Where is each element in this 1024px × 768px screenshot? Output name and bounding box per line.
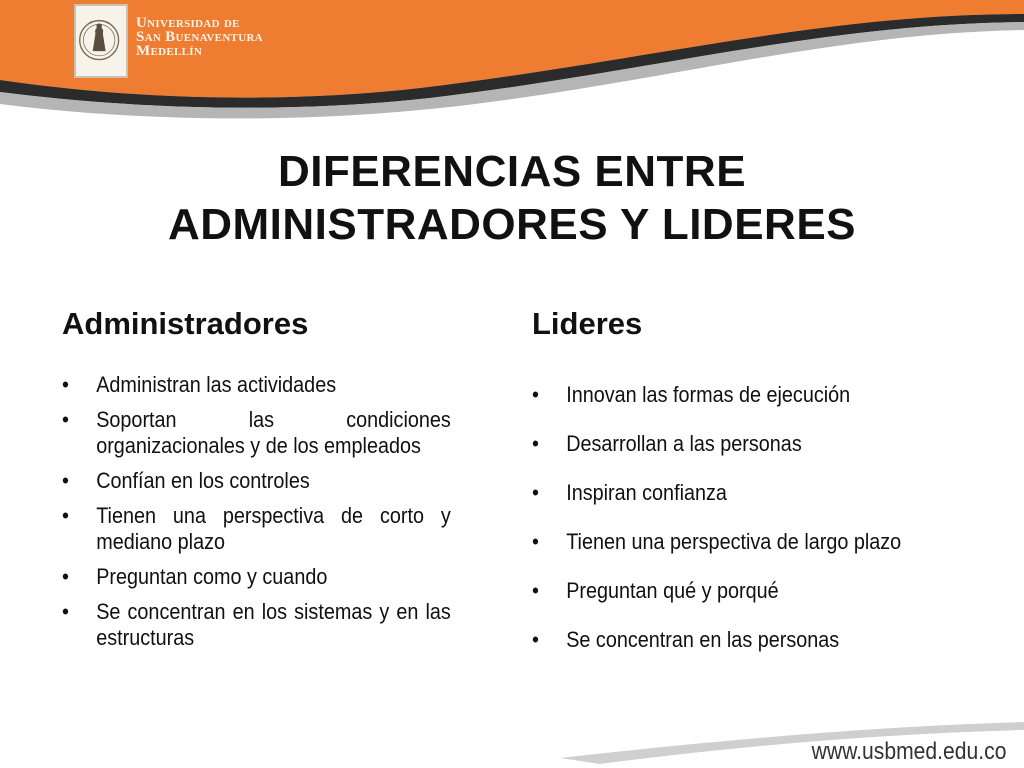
list-item: • Tienen una perspectiva de corto y mediano plazo bbox=[62, 503, 451, 555]
list-item: • Preguntan como y cuando bbox=[62, 564, 451, 590]
slide-title-line2: ADMINISTRADORES Y LIDERES bbox=[167, 200, 857, 249]
slide-title bbox=[0, 145, 1024, 251]
administradores-list bbox=[62, 372, 451, 660]
slide-title-line1: DIFERENCIAS ENTRE bbox=[277, 147, 747, 196]
lideres-heading: Lideres bbox=[532, 306, 643, 341]
university-name bbox=[136, 16, 263, 58]
university-logo bbox=[74, 4, 128, 78]
administradores-heading: Administradores bbox=[62, 306, 309, 341]
website-url[interactable]: www.usbmed.edu.co bbox=[811, 738, 1006, 765]
list-item: • Inspiran confianza bbox=[532, 476, 962, 509]
lideres-list bbox=[532, 378, 962, 672]
list-item: • Confían en los controles bbox=[62, 468, 451, 494]
list-item: • Soportan las condiciones organizacionales y de los empleados bbox=[62, 407, 451, 459]
list-item: • Se concentran en los sistemas y en las estructuras bbox=[62, 599, 451, 651]
university-name-line2: San Buenaventura bbox=[136, 29, 263, 45]
list-item: • Administran las actividades bbox=[62, 372, 451, 398]
list-item: • Innovan las formas de ejecución bbox=[532, 378, 962, 411]
university-name-line1: Universidad de bbox=[136, 15, 240, 31]
list-item: • Tienen una perspectiva de largo plazo bbox=[532, 525, 962, 558]
seal-icon bbox=[76, 6, 126, 76]
list-item: • Se concentran en las personas bbox=[532, 623, 962, 656]
list-item: • Preguntan qué y porqué bbox=[532, 574, 962, 607]
list-item: • Desarrollan a las personas bbox=[532, 427, 962, 460]
university-name-line3: Medellín bbox=[136, 43, 203, 59]
